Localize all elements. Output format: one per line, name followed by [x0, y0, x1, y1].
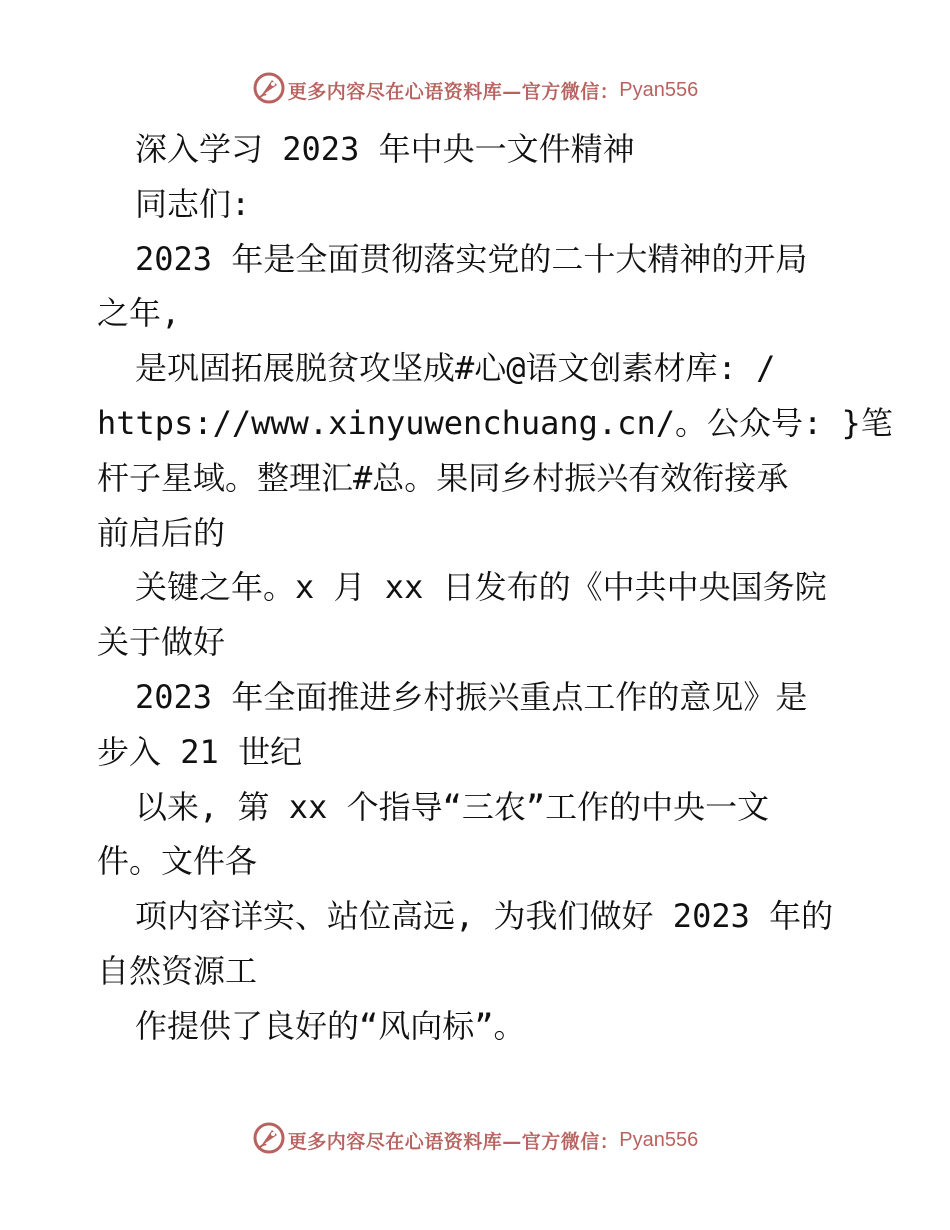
paragraph-line: https://www.xinyuwenchuang.cn/。公众号: }笔: [97, 403, 893, 442]
banner-text: 更多内容尽在心语资料库—官方微信：: [287, 80, 620, 103]
paragraph-line: 2023 年是全面贯彻落实党的二十大精神的开局: [135, 239, 808, 278]
salutation: 同志们:: [135, 184, 251, 223]
pen-nib-logo-icon: [252, 71, 286, 105]
paragraph-line: 2023 年全面推进乡村振兴重点工作的意见》是: [135, 677, 808, 716]
banner-text: 更多内容尽在心语资料库—官方微信：: [287, 1130, 620, 1153]
paragraph-line: 前启后的: [97, 513, 226, 552]
paragraph-line: 杆子星域。整理汇#总。果同乡村振兴有效衔接承: [97, 458, 789, 497]
paragraph-line: 作提供了良好的“风向标”。: [135, 1006, 526, 1045]
paragraph-line: 以来, 第 xx 个指导“三农”工作的中央一文: [135, 787, 770, 826]
paragraph-line: 件。文件各: [97, 842, 258, 881]
paragraph-line: 关键之年。x 月 xx 日发布的《中共中央国务院: [135, 568, 827, 607]
banner-wechat-id: Pyan556: [619, 1128, 699, 1151]
paragraph-line: 步入 21 世纪: [97, 732, 303, 771]
paragraph-line: 是巩固拓展脱贫攻坚成#心@语文创素材库: /: [135, 349, 776, 388]
paragraph-line: 关于做好: [97, 623, 226, 662]
header-watermark-banner: [0, 70, 950, 110]
pen-nib-logo-icon: [252, 1121, 286, 1155]
paragraph-line: 之年,: [97, 294, 181, 333]
document-body: [97, 122, 893, 1054]
paragraph-line: 自然资源工: [97, 951, 258, 990]
document-title: 深入学习 2023 年中央一文件精神: [135, 130, 635, 168]
footer-watermark-banner: [0, 1120, 950, 1160]
banner-wechat-id: Pyan556: [619, 78, 699, 101]
paragraph-line: 项内容详实、站位高远, 为我们做好 2023 年的: [135, 897, 834, 936]
